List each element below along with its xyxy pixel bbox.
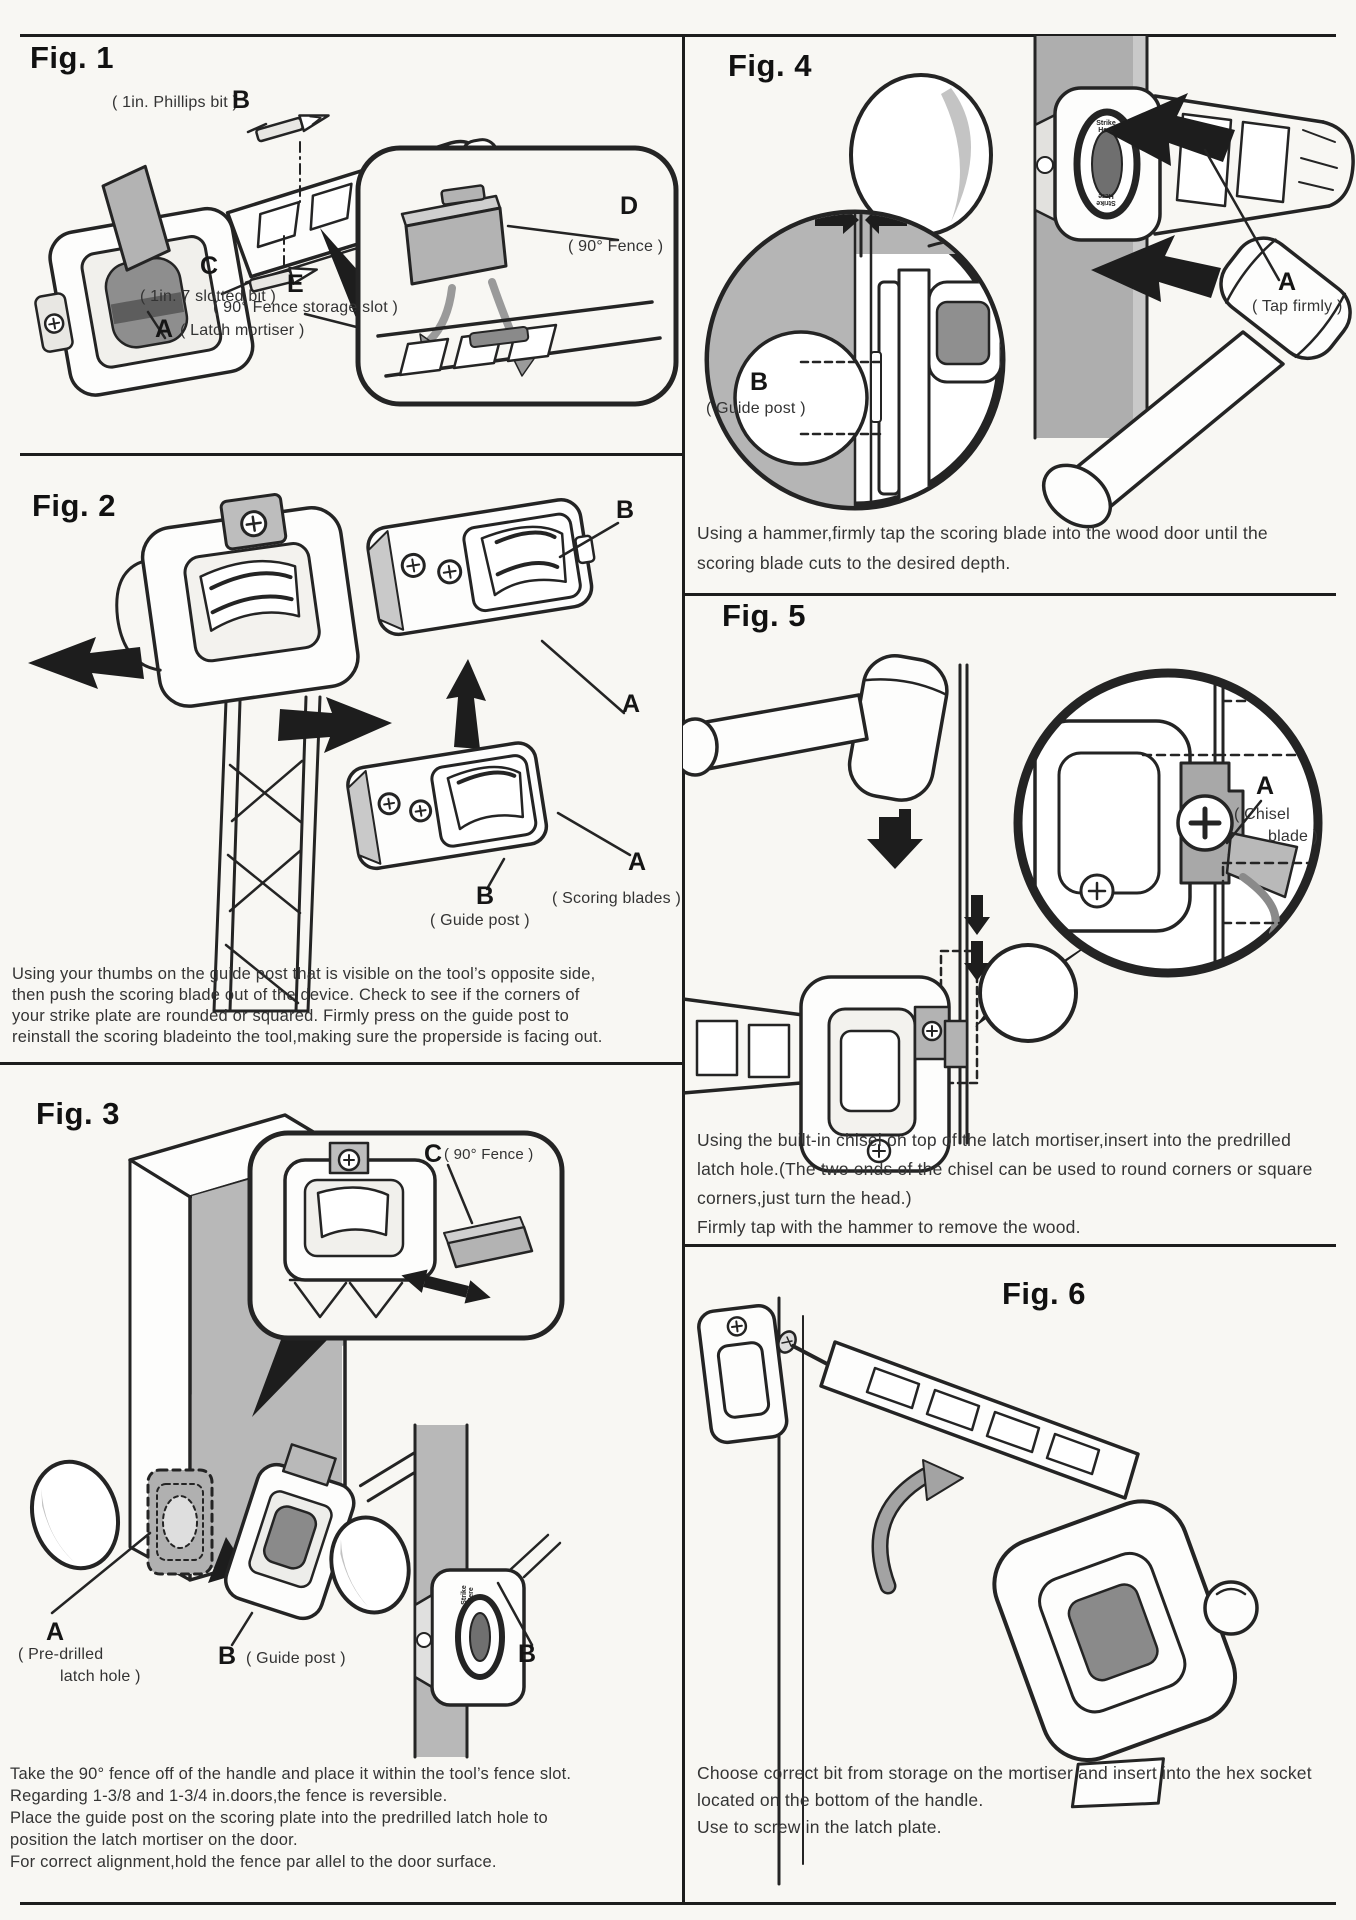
fig5-caption-line: latch hole.(The two ends of the chisel can be used to round corners or square xyxy=(697,1159,1313,1179)
fig4-label-a: A xyxy=(1278,268,1297,296)
fig1-slotted-bit-caption: ( 1in. 7 slotted bit ) xyxy=(140,288,277,305)
fig3-label-c: C xyxy=(424,1140,443,1168)
fig5-caption-line: Firmly tap with the hammer to remove the wood. xyxy=(697,1217,1081,1237)
fig3-label-b-right: B xyxy=(518,1640,537,1668)
fig4-caption xyxy=(697,518,1342,578)
fig4-caption-line: scoring blade cuts to the desired depth. xyxy=(697,553,1011,573)
fig2-caption-line: then push the scoring blade out of the device. Check to see if the corners of xyxy=(12,986,580,1004)
fig3-fence-caption: ( 90° Fence ) xyxy=(444,1146,534,1163)
fig5-chisel-caption-1: ( Chisel xyxy=(1234,806,1290,823)
fig3-label-b: B xyxy=(218,1642,237,1670)
fig3-caption-line: For correct alignment,hold the fence par allel to the door surface. xyxy=(10,1853,497,1871)
fig1-label-a: A xyxy=(155,315,174,343)
fig4-tap-firmly-caption: ( Tap firmly ) xyxy=(1252,298,1343,315)
fig4-title: Fig. 4 xyxy=(728,48,812,83)
fig2-caption-line: your strike plate are rounded or squared. Firmly press on the guide post to xyxy=(12,1007,570,1025)
fig2-caption-line: reinstall the scoring bladeinto the tool,making sure the properside is facing out. xyxy=(12,1028,603,1046)
fig2-label-b-bottom: B xyxy=(476,882,495,910)
fig1-title: Fig. 1 xyxy=(30,40,114,75)
fig1-label-c: C xyxy=(200,252,219,280)
fig1-label-b: B xyxy=(232,86,251,114)
fig3-caption-line: position the latch mortiser on the door. xyxy=(10,1831,298,1849)
fig3-caption xyxy=(10,1763,678,1873)
fig4-guide-post-caption: ( Guide post ) xyxy=(706,400,806,417)
fig3-strike-here-text: Strike Here xyxy=(461,1585,475,1605)
fig5-caption-line: corners,just turn the head.) xyxy=(697,1188,912,1208)
fig4-strike-here-top: Strike Here xyxy=(1096,120,1116,134)
fig2-title: Fig. 2 xyxy=(32,488,116,523)
fig5-caption xyxy=(697,1126,1352,1242)
fig2-caption-line: Using your thumbs on the guide post that is visible on the tool’s opposite side, xyxy=(12,965,596,983)
fig1-fence-caption: ( 90° Fence ) xyxy=(568,238,664,255)
fig4-label-b: B xyxy=(750,368,769,396)
fig6-caption-line: Choose correct bit from storage on the mortiser and insert into the hex socket xyxy=(697,1763,1312,1783)
fig2-scoring-blades-caption: ( Scoring blades ) xyxy=(552,890,681,907)
fig3-caption-line: Place the guide post on the scoring plate into the predrilled latch hole to xyxy=(10,1809,548,1827)
fig2-guide-post-caption: ( Guide post ) xyxy=(430,912,530,929)
fig1-fence-storage-caption: ( 90° Fence storage slot ) xyxy=(213,299,399,316)
fig5-caption-line: Using the built-in chisel on top of the latch mortiser,insert into the predrilled xyxy=(697,1130,1291,1150)
fig3-title: Fig. 3 xyxy=(36,1096,120,1131)
fig3-predrilled-caption-2: latch hole ) xyxy=(60,1668,141,1685)
fig4-strike-here-bottom: Strike Here xyxy=(1096,192,1116,206)
fig6-caption xyxy=(697,1760,1352,1841)
fig5-chisel-caption-2: blade ) xyxy=(1268,828,1319,845)
fig3-caption-line: Take the 90° fence off of the handle and place it within the tool’s fence slot. xyxy=(10,1765,572,1783)
fig3-predrilled-caption-1: ( Pre-drilled xyxy=(18,1646,104,1663)
fig3-label-a: A xyxy=(46,1618,65,1646)
fig1-label-e: E xyxy=(287,270,304,298)
fig3-caption-line: Regarding 1-3/8 and 1-3/4 in.doors,the fence is reversible. xyxy=(10,1787,448,1805)
fig1-latch-mortiser-caption: ( Latch mortiser ) xyxy=(180,322,305,339)
fig5-title: Fig. 5 xyxy=(722,598,806,633)
fig1-label-d: D xyxy=(620,192,639,220)
fig6-title: Fig. 6 xyxy=(1002,1276,1086,1311)
fig3-guide-post-caption: ( Guide post ) xyxy=(246,1650,346,1667)
fig6-caption-line: located on the bottom of the handle. xyxy=(697,1790,984,1810)
fig2-label-a-mid: A xyxy=(622,690,641,718)
fig1-phillips-bit-caption: ( 1in. Phillips bit ) xyxy=(112,94,239,111)
fig4-caption-line: Using a hammer,firmly tap the scoring blade into the wood door until the xyxy=(697,523,1268,543)
fig5-label-a: A xyxy=(1256,772,1275,800)
fig2-label-a-bottom: A xyxy=(628,848,647,876)
fig6-caption-line: Use to screw in the latch plate. xyxy=(697,1817,942,1837)
fig2-label-b-top: B xyxy=(616,496,635,524)
fig2-caption xyxy=(12,964,680,1048)
